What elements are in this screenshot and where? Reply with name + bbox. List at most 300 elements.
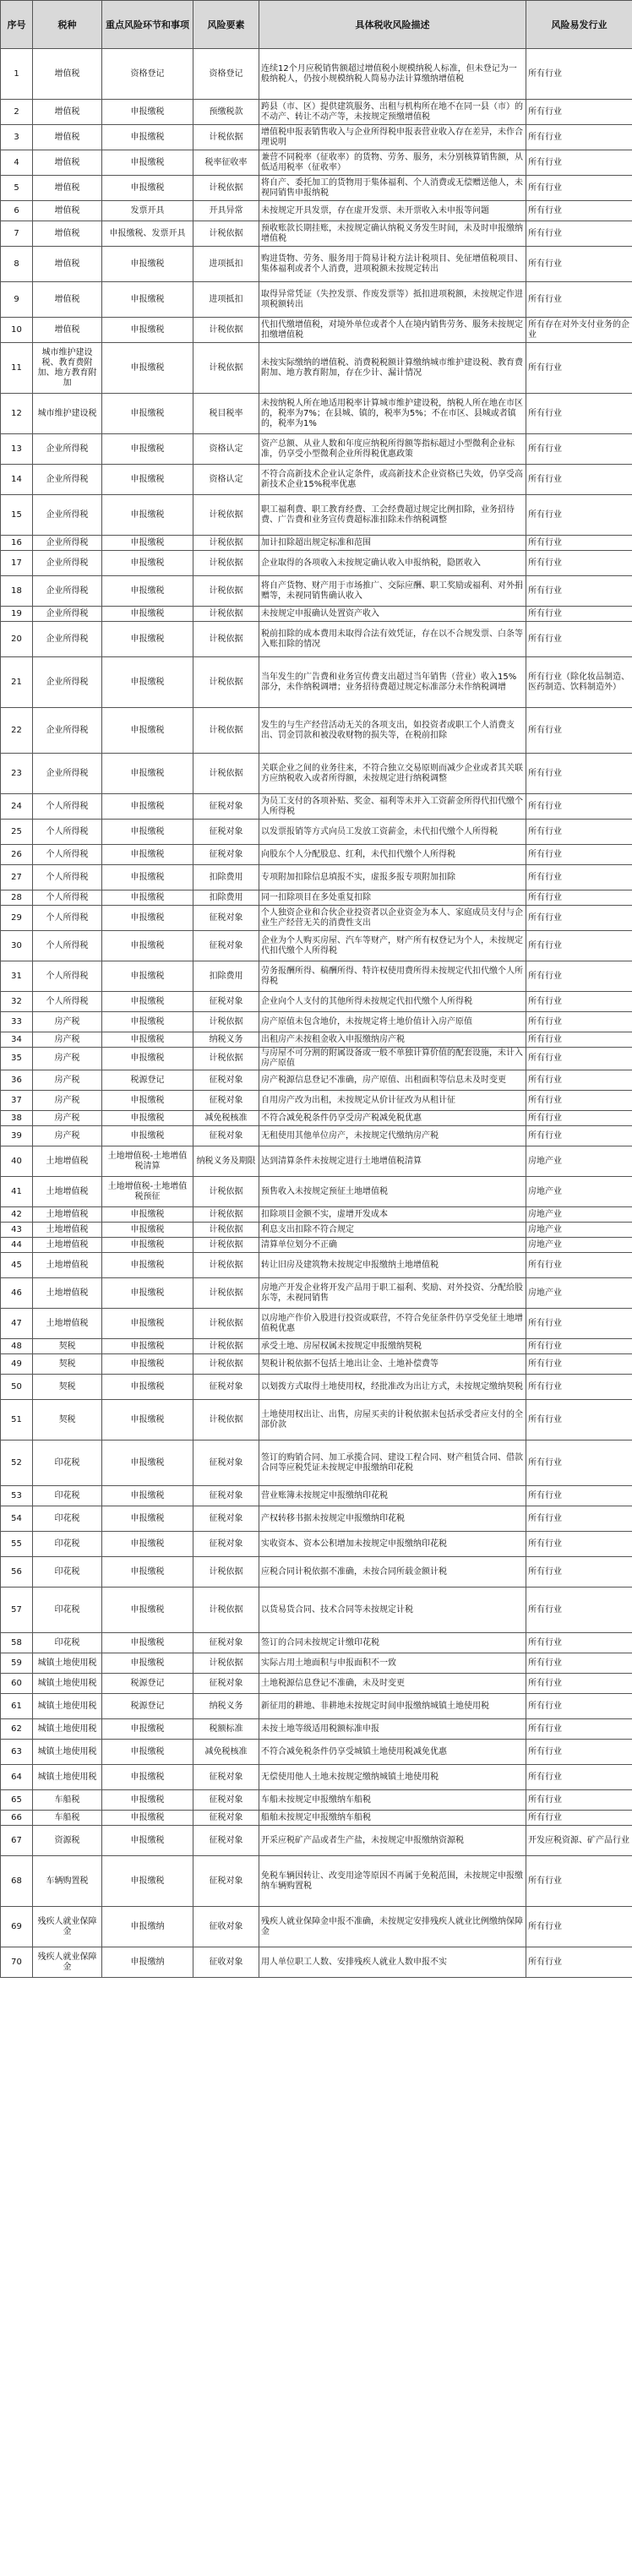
tax-type-cell: 增值税 — [33, 201, 102, 221]
risk-description-cell: 向股东个人分配股息、红利，未代扣代缴个人所得税 — [259, 845, 526, 865]
risk-element-cell: 计税依据 — [193, 1048, 259, 1070]
risk-element-cell: 计税依据 — [193, 125, 259, 150]
risk-stage-cell: 申报缴税 — [102, 150, 193, 176]
risk-stage-cell: 申报缴税 — [102, 931, 193, 961]
row-number-cell: 5 — [1, 176, 33, 201]
row-number-cell: 24 — [1, 794, 33, 820]
risk-element-cell: 计税依据 — [193, 318, 259, 343]
tax-type-cell: 土地增值税 — [33, 1238, 102, 1253]
tax-type-cell: 增值税 — [33, 282, 102, 318]
row-number-cell: 15 — [1, 495, 33, 536]
table-row — [1, 906, 632, 931]
risk-stage-cell: 税源登记 — [102, 1694, 193, 1719]
risk-description-cell: 劳务报酬所得、稿酬所得、特许权使用费所得未按规定代扣代缴个人所得税 — [259, 961, 526, 992]
risk-industry-cell: 所有行业 — [526, 1694, 632, 1719]
table-row — [1, 1506, 632, 1532]
risk-description-cell: 转让旧房及建筑物未按规定申报缴纳土地增值税 — [259, 1253, 526, 1278]
risk-description-cell: 将自产货物、财产用于市场推广、交际应酬、职工奖励或福利、对外捐赠等，未视同销售确认收入 — [259, 576, 526, 607]
risk-stage-cell: 申报缴税 — [102, 1375, 193, 1400]
risk-description-cell: 不符合减免税条件仍享受房产税减免税优惠 — [259, 1111, 526, 1126]
risk-element-cell: 资格认定 — [193, 465, 259, 495]
risk-element-cell: 计税依据 — [193, 708, 259, 754]
risk-industry-cell: 所有行业 — [526, 890, 632, 906]
risk-description-cell: 以划拨方式取得土地使用权，经批准改为出让方式，未按规定缴纳契税 — [259, 1375, 526, 1400]
risk-description-cell: 达到清算条件未按规定进行土地增值税清算 — [259, 1146, 526, 1177]
risk-description-cell: 房产税源信息登记不准确，房产原值、出租面积等信息未及时变更 — [259, 1070, 526, 1091]
risk-industry-cell: 所有行业 — [526, 1091, 632, 1111]
table-row — [1, 1126, 632, 1146]
row-number-cell: 48 — [1, 1339, 33, 1354]
risk-description-cell: 扣除项目金额不实，虚增开发成本 — [259, 1207, 526, 1223]
risk-description-cell: 无租使用其他单位房产，未按规定代缴纳房产税 — [259, 1126, 526, 1146]
risk-description-cell: 应税合同计税依据不准确，未按合同所载金额计税 — [259, 1557, 526, 1588]
risk-element-cell: 计税依据 — [193, 657, 259, 708]
tax-type-cell: 增值税 — [33, 221, 102, 247]
table-row — [1, 1070, 632, 1091]
risk-description-cell: 用人单位职工人数、安排残疾人就业人数申报不实 — [259, 1947, 526, 1978]
risk-industry-cell: 所有行业 — [526, 1765, 632, 1790]
row-number-cell: 22 — [1, 708, 33, 754]
risk-description-cell: 实收资本、资本公积增加未按规定申报缴纳印花税 — [259, 1532, 526, 1557]
table-row — [1, 1811, 632, 1826]
table-row — [1, 1633, 632, 1653]
risk-element-cell: 计税依据 — [193, 1354, 259, 1375]
risk-description-cell: 实际占用土地面积与申报面积不一致 — [259, 1653, 526, 1674]
tax-type-cell: 增值税 — [33, 100, 102, 125]
table-row — [1, 1375, 632, 1400]
risk-element-cell: 计税依据 — [193, 221, 259, 247]
row-number-cell: 41 — [1, 1177, 33, 1207]
tax-type-cell: 个人所得税 — [33, 906, 102, 931]
row-number-cell: 34 — [1, 1032, 33, 1048]
risk-industry-cell: 所有行业 — [526, 247, 632, 282]
row-number-cell: 11 — [1, 343, 33, 394]
risk-description-cell: 与房屋不可分割的附属设备或一般不单独计算价值的配套设施，未计入房产原值 — [259, 1048, 526, 1070]
risk-description-cell: 企业为个人购买房屋、汽车等财产，财产所有权登记为个人，未按规定代扣代缴个人所得税 — [259, 931, 526, 961]
risk-industry-cell: 房地产业 — [526, 1278, 632, 1309]
row-number-cell: 1 — [1, 49, 33, 100]
row-number-cell: 46 — [1, 1278, 33, 1309]
risk-description-cell: 发生的与生产经营活动无关的各项支出，如投资者或职工个人消费支出、罚金罚款和被没收财物的损失等，在税前扣除 — [259, 708, 526, 754]
risk-stage-cell: 税源登记 — [102, 1070, 193, 1091]
risk-industry-cell: 所有行业 — [526, 1253, 632, 1278]
tax-type-cell: 土地增值税 — [33, 1146, 102, 1177]
tax-type-cell: 城镇土地使用税 — [33, 1719, 102, 1740]
risk-stage-cell: 申报缴税 — [102, 1740, 193, 1765]
risk-description-cell: 专项附加扣除信息填报不实，虚报多报专项附加扣除 — [259, 865, 526, 890]
row-number-cell: 7 — [1, 221, 33, 247]
tax-type-cell: 房产税 — [33, 1012, 102, 1032]
risk-element-cell: 计税依据 — [193, 1207, 259, 1223]
risk-description-cell: 加计扣除超出规定标准和范围 — [259, 536, 526, 551]
risk-industry-cell: 房地产业 — [526, 1177, 632, 1207]
table-row — [1, 1032, 632, 1048]
risk-element-cell: 计税依据 — [193, 576, 259, 607]
risk-description-cell: 签订的合同未按规定计缴印花税 — [259, 1633, 526, 1653]
risk-industry-cell: 所有行业 — [526, 1811, 632, 1826]
row-number-cell: 68 — [1, 1856, 33, 1907]
table-row — [1, 1440, 632, 1486]
risk-industry-cell: 所有行业 — [526, 1375, 632, 1400]
risk-stage-cell: 申报缴税 — [102, 343, 193, 394]
row-number-cell: 53 — [1, 1486, 33, 1506]
risk-stage-cell: 申报缴税 — [102, 282, 193, 318]
risk-stage-cell: 申报缴纳 — [102, 1907, 193, 1947]
table-row — [1, 845, 632, 865]
risk-description-cell: 取得异常凭证（失控发票、作废发票等）抵扣进项税额，未按规定作进项税额转出 — [259, 282, 526, 318]
risk-element-cell: 征税对象 — [193, 1440, 259, 1486]
tax-type-cell: 增值税 — [33, 125, 102, 150]
tax-type-cell: 印花税 — [33, 1557, 102, 1588]
header-no: 序号 — [1, 1, 33, 49]
risk-industry-cell: 所有行业 — [526, 1557, 632, 1588]
risk-description-cell: 未按土地等级适用税额标准申报 — [259, 1719, 526, 1740]
row-number-cell: 17 — [1, 551, 33, 576]
risk-stage-cell: 申报缴税 — [102, 495, 193, 536]
risk-stage-cell: 土地增值税-土地增值税预征 — [102, 1177, 193, 1207]
row-number-cell: 61 — [1, 1694, 33, 1719]
risk-stage-cell: 申报缴税 — [102, 176, 193, 201]
table-row — [1, 607, 632, 622]
risk-stage-cell: 申报缴税 — [102, 890, 193, 906]
risk-description-cell: 承受土地、房屋权属未按规定申报缴纳契税 — [259, 1339, 526, 1354]
tax-type-cell: 土地增值税 — [33, 1207, 102, 1223]
risk-stage-cell: 申报缴税 — [102, 1826, 193, 1856]
tax-type-cell: 企业所得税 — [33, 708, 102, 754]
table-row — [1, 49, 632, 100]
table-row — [1, 1339, 632, 1354]
risk-industry-cell: 所有行业 — [526, 1532, 632, 1557]
risk-description-cell: 车船未按规定申报缴纳车船税 — [259, 1790, 526, 1811]
table-row — [1, 1826, 632, 1856]
risk-industry-cell: 所有行业 — [526, 1856, 632, 1907]
table-row — [1, 394, 632, 434]
tax-type-cell: 个人所得税 — [33, 890, 102, 906]
tax-type-cell: 车船税 — [33, 1811, 102, 1826]
risk-stage-cell: 申报缴税 — [102, 845, 193, 865]
row-number-cell: 4 — [1, 150, 33, 176]
risk-industry-cell: 所有行业 — [526, 845, 632, 865]
tax-type-cell: 城镇土地使用税 — [33, 1765, 102, 1790]
risk-description-cell: 企业取得的各项收入未按规定确认收入申报纳税，隐匿收入 — [259, 551, 526, 576]
risk-description-cell: 契税计税依据不包括土地出让金、土地补偿费等 — [259, 1354, 526, 1375]
risk-description-cell: 同一扣除项目在多处重复扣除 — [259, 890, 526, 906]
risk-description-cell: 个人独资企业和合伙企业投资者以企业资金为本人、家庭成员支付与企业生产经营无关的消费性支出 — [259, 906, 526, 931]
risk-element-cell: 征税对象 — [193, 1765, 259, 1790]
risk-industry-cell: 房地产业 — [526, 1238, 632, 1253]
risk-element-cell: 征税对象 — [193, 1633, 259, 1653]
risk-stage-cell: 申报缴税 — [102, 657, 193, 708]
risk-industry-cell: 所有行业 — [526, 622, 632, 657]
risk-stage-cell: 申报缴税 — [102, 1440, 193, 1486]
risk-element-cell: 资格认定 — [193, 434, 259, 465]
tax-type-cell: 企业所得税 — [33, 754, 102, 794]
header-tax: 税种 — [33, 1, 102, 49]
risk-element-cell: 计税依据 — [193, 1278, 259, 1309]
tax-type-cell: 企业所得税 — [33, 465, 102, 495]
risk-industry-cell: 所有行业 — [526, 1653, 632, 1674]
tax-type-cell: 个人所得税 — [33, 992, 102, 1012]
risk-element-cell: 计税依据 — [193, 1223, 259, 1238]
risk-industry-cell: 所有行业 — [526, 176, 632, 201]
tax-type-cell: 企业所得税 — [33, 551, 102, 576]
row-number-cell: 18 — [1, 576, 33, 607]
risk-industry-cell: 所有行业 — [526, 495, 632, 536]
risk-element-cell: 征税对象 — [193, 820, 259, 845]
tax-type-cell: 土地增值税 — [33, 1309, 102, 1339]
table-row — [1, 1653, 632, 1674]
risk-industry-cell: 所有行业 — [526, 820, 632, 845]
risk-stage-cell: 申报缴税 — [102, 1633, 193, 1653]
tax-type-cell: 土地增值税 — [33, 1177, 102, 1207]
risk-description-cell: 新征用的耕地、非耕地未按规定时间申报缴纳城镇土地使用税 — [259, 1694, 526, 1719]
risk-stage-cell: 申报缴税 — [102, 1790, 193, 1811]
risk-industry-cell: 所有行业 — [526, 1486, 632, 1506]
risk-stage-cell: 申报缴税 — [102, 1354, 193, 1375]
table-row — [1, 708, 632, 754]
risk-description-cell: 连续12个月应税销售额超过增值税小规模纳税人标准，但未登记为一般纳税人，仍按小规模纳税人简易办法计算缴纳增值税 — [259, 49, 526, 100]
tax-type-cell: 残疾人就业保障金 — [33, 1907, 102, 1947]
risk-industry-cell: 所有存在对外支付业务的企业 — [526, 318, 632, 343]
tax-type-cell: 土地增值税 — [33, 1253, 102, 1278]
header-description: 具体税收风险描述 — [259, 1, 526, 49]
risk-stage-cell: 土地增值税-土地增值税清算 — [102, 1146, 193, 1177]
risk-element-cell: 征收对象 — [193, 1947, 259, 1978]
risk-industry-cell: 所有行业 — [526, 1506, 632, 1532]
row-number-cell: 14 — [1, 465, 33, 495]
tax-type-cell: 企业所得税 — [33, 607, 102, 622]
tax-type-cell: 增值税 — [33, 49, 102, 100]
risk-element-cell: 计税依据 — [193, 1238, 259, 1253]
risk-description-cell: 为员工支付的各项补贴、奖金、福利等未并入工资薪金所得代扣代缴个人所得税 — [259, 794, 526, 820]
risk-description-cell: 代扣代缴增值税，对境外单位或者个人在境内销售劳务、服务未按规定扣缴增值税 — [259, 318, 526, 343]
row-number-cell: 31 — [1, 961, 33, 992]
risk-element-cell: 资格登记 — [193, 49, 259, 100]
risk-stage-cell: 申报缴税 — [102, 1532, 193, 1557]
table-row — [1, 1309, 632, 1339]
tax-type-cell: 城镇土地使用税 — [33, 1740, 102, 1765]
table-row — [1, 1740, 632, 1765]
risk-description-cell: 清算单位划分不正确 — [259, 1238, 526, 1253]
tax-type-cell: 残疾人就业保障金 — [33, 1947, 102, 1978]
tax-type-cell: 房产税 — [33, 1111, 102, 1126]
table-row — [1, 1177, 632, 1207]
risk-stage-cell: 申报缴税 — [102, 1486, 193, 1506]
table-row — [1, 1719, 632, 1740]
risk-industry-cell: 所有行业 — [526, 1032, 632, 1048]
risk-industry-cell: 所有行业 — [526, 221, 632, 247]
risk-element-cell: 预缴税款 — [193, 100, 259, 125]
risk-stage-cell: 申报缴税 — [102, 1506, 193, 1532]
row-number-cell: 10 — [1, 318, 33, 343]
tax-type-cell: 企业所得税 — [33, 657, 102, 708]
risk-stage-cell: 申报缴税 — [102, 1309, 193, 1339]
row-number-cell: 28 — [1, 890, 33, 906]
risk-description-cell: 土地税源信息登记不准确，未及时变更 — [259, 1674, 526, 1694]
risk-industry-cell: 所有行业 — [526, 1947, 632, 1978]
table-row — [1, 576, 632, 607]
row-number-cell: 60 — [1, 1674, 33, 1694]
risk-element-cell: 征税对象 — [193, 1375, 259, 1400]
risk-stage-cell: 申报缴税 — [102, 1856, 193, 1907]
tax-type-cell: 印花税 — [33, 1532, 102, 1557]
table-row — [1, 794, 632, 820]
risk-element-cell: 计税依据 — [193, 1177, 259, 1207]
row-number-cell: 20 — [1, 622, 33, 657]
risk-element-cell: 进项抵扣 — [193, 282, 259, 318]
risk-stage-cell: 申报缴税 — [102, 576, 193, 607]
risk-industry-cell: 所有行业 — [526, 125, 632, 150]
tax-type-cell: 企业所得税 — [33, 536, 102, 551]
risk-description-cell: 利息支出扣除不符合规定 — [259, 1223, 526, 1238]
row-number-cell: 50 — [1, 1375, 33, 1400]
row-number-cell: 52 — [1, 1440, 33, 1486]
risk-element-cell: 征收对象 — [193, 1907, 259, 1947]
table-row — [1, 1146, 632, 1177]
risk-description-cell: 以发票报销等方式向员工发放工资薪金，未代扣代缴个人所得税 — [259, 820, 526, 845]
row-number-cell: 69 — [1, 1907, 33, 1947]
risk-description-cell: 预售收入未按规定预征土地增值税 — [259, 1177, 526, 1207]
row-number-cell: 55 — [1, 1532, 33, 1557]
risk-description-cell: 营业账簿未按规定申报缴纳印花税 — [259, 1486, 526, 1506]
row-number-cell: 6 — [1, 201, 33, 221]
risk-stage-cell: 申报缴税 — [102, 1339, 193, 1354]
row-number-cell: 12 — [1, 394, 33, 434]
risk-stage-cell: 申报缴税 — [102, 318, 193, 343]
risk-description-cell: 跨县（市、区）提供建筑服务、出租与机构所在地不在同一县（市）的不动产、转让不动产等，未按规定预缴增值税 — [259, 100, 526, 125]
table-row — [1, 1400, 632, 1440]
risk-description-cell: 残疾人就业保障金申报不准确，未按规定安排残疾人就业比例缴纳保障金 — [259, 1907, 526, 1947]
risk-element-cell: 征税对象 — [193, 794, 259, 820]
risk-element-cell: 减免税核准 — [193, 1111, 259, 1126]
risk-stage-cell: 申报缴税 — [102, 465, 193, 495]
risk-element-cell: 纳税义务 — [193, 1032, 259, 1048]
risk-stage-cell: 申报缴税 — [102, 1557, 193, 1588]
row-number-cell: 3 — [1, 125, 33, 150]
risk-industry-cell: 所有行业 — [526, 465, 632, 495]
tax-type-cell: 印花税 — [33, 1633, 102, 1653]
row-number-cell: 62 — [1, 1719, 33, 1740]
tax-type-cell: 资源税 — [33, 1826, 102, 1856]
row-number-cell: 40 — [1, 1146, 33, 1177]
header-stage: 重点风险环节和事项 — [102, 1, 193, 49]
risk-element-cell: 计税依据 — [193, 343, 259, 394]
row-number-cell: 42 — [1, 1207, 33, 1223]
table-row — [1, 1790, 632, 1811]
row-number-cell: 66 — [1, 1811, 33, 1826]
table-row — [1, 992, 632, 1012]
risk-stage-cell: 申报缴税 — [102, 536, 193, 551]
risk-industry-cell: 所有行业 — [526, 576, 632, 607]
risk-element-cell: 计税依据 — [193, 1012, 259, 1032]
tax-type-cell: 个人所得税 — [33, 820, 102, 845]
row-number-cell: 65 — [1, 1790, 33, 1811]
tax-type-cell: 企业所得税 — [33, 622, 102, 657]
row-number-cell: 51 — [1, 1400, 33, 1440]
risk-description-cell: 当年发生的广告费和业务宣传费支出超过当年销售（营业）收入15%部分，未作纳税调增；业务招待费超过规定标准部分未作纳税调增 — [259, 657, 526, 708]
risk-description-cell: 职工福利费、职工教育经费、工会经费超过规定比例扣除，业务招待费、广告费和业务宣传费超标准扣除未作纳税调整 — [259, 495, 526, 536]
table-row — [1, 1048, 632, 1070]
table-row — [1, 150, 632, 176]
risk-stage-cell: 申报缴税 — [102, 1032, 193, 1048]
risk-stage-cell: 申报缴税、发票开具 — [102, 221, 193, 247]
risk-industry-cell: 所有行业 — [526, 1907, 632, 1947]
risk-description-cell: 土地使用权出让、出售，房屋买卖的计税依据未包括承受者应支付的全部价款 — [259, 1400, 526, 1440]
tax-type-cell: 城镇土地使用税 — [33, 1653, 102, 1674]
risk-description-cell: 签订的购销合同、加工承揽合同、建设工程合同、财产租赁合同、借款合同等应税凭证未按规定申报缴纳印花税 — [259, 1440, 526, 1486]
tax-type-cell: 房产税 — [33, 1091, 102, 1111]
tax-type-cell: 个人所得税 — [33, 845, 102, 865]
table-row — [1, 1207, 632, 1223]
tax-type-cell: 车船税 — [33, 1790, 102, 1811]
tax-type-cell: 城市维护建设税 — [33, 394, 102, 434]
risk-stage-cell: 申报缴税 — [102, 1126, 193, 1146]
risk-industry-cell: 房地产业 — [526, 1223, 632, 1238]
row-number-cell: 45 — [1, 1253, 33, 1278]
risk-industry-cell: 所有行业 — [526, 434, 632, 465]
table-row — [1, 1486, 632, 1506]
header-row — [1, 1, 632, 49]
risk-stage-cell: 资格登记 — [102, 49, 193, 100]
risk-industry-cell: 所有行业 — [526, 1740, 632, 1765]
risk-element-cell: 税目税率 — [193, 394, 259, 434]
risk-industry-cell: 所有行业 — [526, 394, 632, 434]
risk-stage-cell: 申报缴税 — [102, 1223, 193, 1238]
risk-element-cell: 计税依据 — [193, 1588, 259, 1633]
risk-description-cell: 未按规定开具发票，存在虚开发票、未开票收入未申报等问题 — [259, 201, 526, 221]
row-number-cell: 43 — [1, 1223, 33, 1238]
risk-element-cell: 进项抵扣 — [193, 247, 259, 282]
tax-type-cell: 城镇土地使用税 — [33, 1694, 102, 1719]
risk-element-cell: 计税依据 — [193, 754, 259, 794]
risk-stage-cell: 申报缴税 — [102, 1238, 193, 1253]
risk-element-cell: 计税依据 — [193, 551, 259, 576]
risk-stage-cell: 申报缴税 — [102, 1765, 193, 1790]
risk-industry-cell: 所有行业 — [526, 1012, 632, 1032]
table-row — [1, 1091, 632, 1111]
risk-industry-cell: 房地产业 — [526, 1146, 632, 1177]
table-row — [1, 1947, 632, 1978]
table-row — [1, 865, 632, 890]
tax-type-cell: 契税 — [33, 1354, 102, 1375]
risk-element-cell: 征税对象 — [193, 1126, 259, 1146]
table-row — [1, 1111, 632, 1126]
tax-type-cell: 企业所得税 — [33, 576, 102, 607]
row-number-cell: 33 — [1, 1012, 33, 1032]
risk-element-cell: 减免税核准 — [193, 1740, 259, 1765]
row-number-cell: 36 — [1, 1070, 33, 1091]
table-row — [1, 820, 632, 845]
table-row — [1, 1694, 632, 1719]
risk-element-cell: 计税依据 — [193, 1309, 259, 1339]
tax-type-cell: 印花税 — [33, 1506, 102, 1532]
risk-industry-cell: 所有行业 — [526, 343, 632, 394]
risk-industry-cell: 所有行业 — [526, 1111, 632, 1126]
risk-element-cell: 计税依据 — [193, 1557, 259, 1588]
risk-description-cell: 将自产、委托加工的货物用于集体福利、个人消费或无偿赠送他人，未视同销售申报纳税 — [259, 176, 526, 201]
risk-element-cell: 计税依据 — [193, 1653, 259, 1674]
risk-element-cell: 计税依据 — [193, 622, 259, 657]
risk-element-cell: 计税依据 — [193, 1400, 259, 1440]
risk-element-cell: 扣除费用 — [193, 961, 259, 992]
risk-description-cell: 船舶未按规定申报缴纳车船税 — [259, 1811, 526, 1826]
risk-element-cell: 税率征收率 — [193, 150, 259, 176]
risk-industry-cell: 所有行业 — [526, 150, 632, 176]
risk-element-cell: 征税对象 — [193, 992, 259, 1012]
row-number-cell: 38 — [1, 1111, 33, 1126]
risk-industry-cell: 所有行业 — [526, 1126, 632, 1146]
table-row — [1, 1278, 632, 1309]
